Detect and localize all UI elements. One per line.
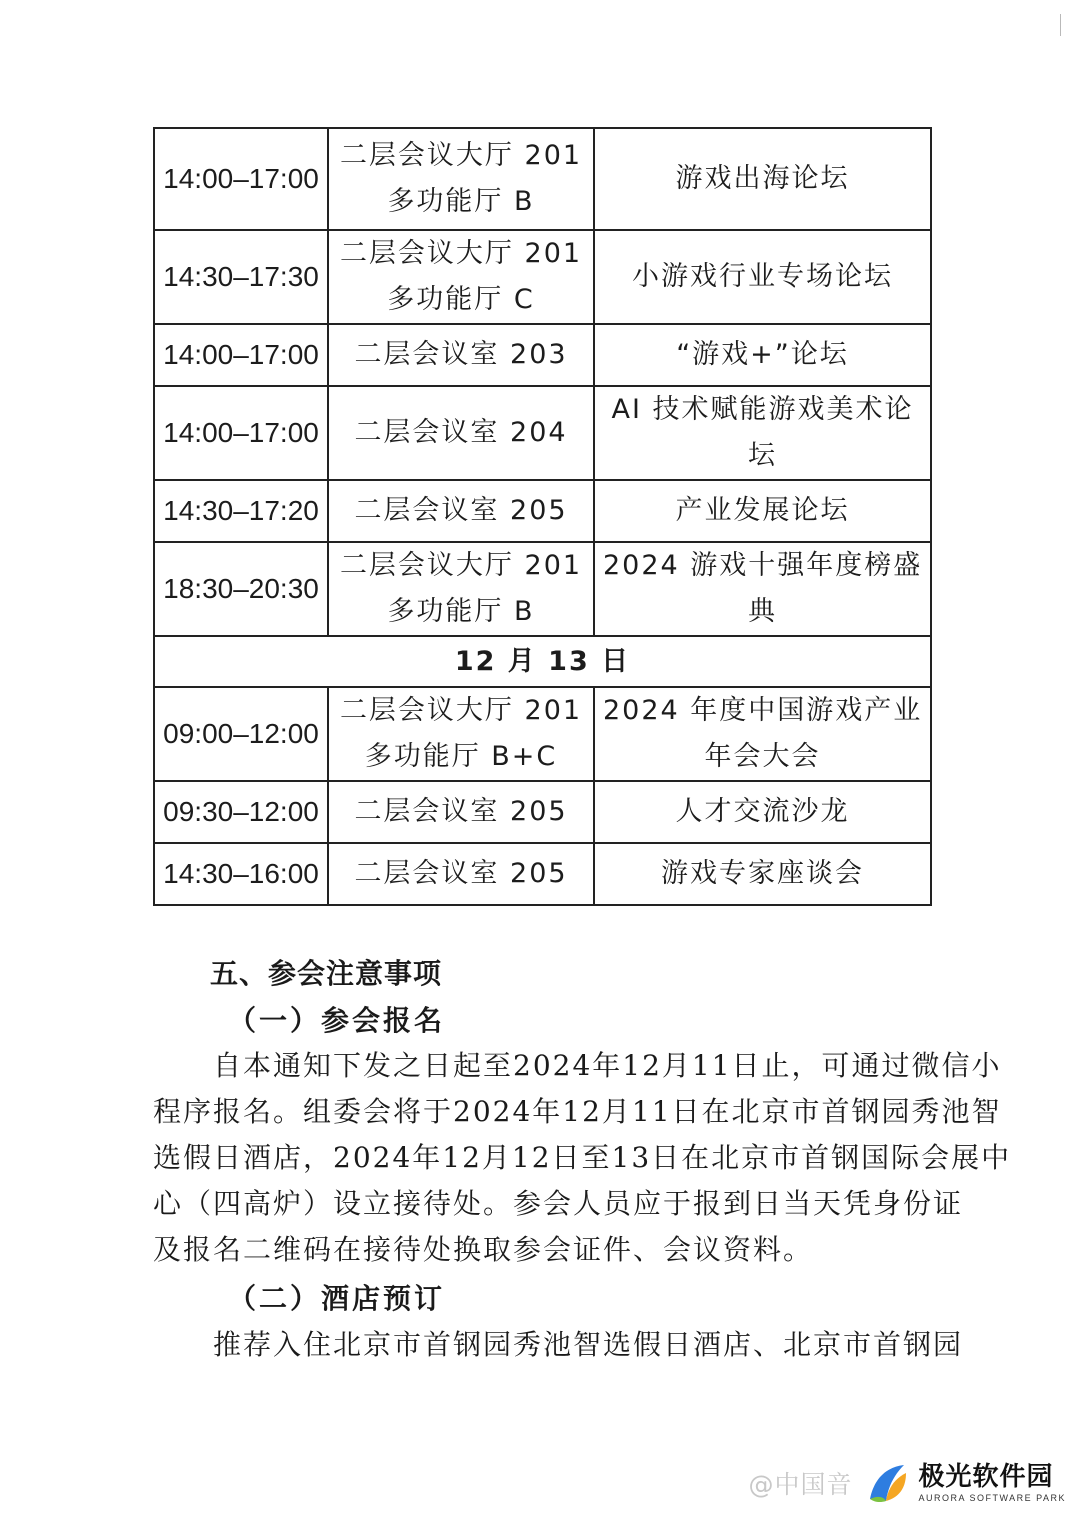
event-line: AI 技术赋能游戏美术论 bbox=[611, 394, 914, 425]
event-cell bbox=[594, 781, 931, 843]
event-line: 2024 年度中国游戏产业 bbox=[603, 695, 923, 726]
event-cell bbox=[594, 480, 931, 542]
time-cell: 14:00–17:00 bbox=[154, 324, 328, 386]
venue-line: 二层会议大厅 201 bbox=[339, 238, 583, 269]
event-cell bbox=[594, 128, 931, 230]
time-cell: 14:30–17:30 bbox=[154, 230, 328, 324]
event-line: 游戏出海论坛 bbox=[675, 163, 850, 194]
venue-cell bbox=[328, 386, 594, 480]
time-cell: 09:00–12:00 bbox=[154, 687, 328, 781]
time-cell: 09:30–12:00 bbox=[154, 781, 328, 843]
event-line: 坛 bbox=[748, 440, 777, 471]
event-cell bbox=[594, 687, 931, 781]
brand-english: AURORA SOFTWARE PARK bbox=[918, 1493, 1066, 1503]
date-row bbox=[154, 636, 931, 687]
event-line: “游戏+”论坛 bbox=[676, 339, 849, 370]
paragraph-line: 选假日酒店，2024年12月12日至13日在北京市首钢国际会展中 bbox=[153, 1141, 1012, 1174]
venue-line: 二层会议室 204 bbox=[354, 417, 568, 448]
time-cell: 14:00–17:00 bbox=[154, 128, 328, 230]
venue-line: 多功能厅 B bbox=[387, 596, 535, 627]
brand-name: 极光软件园 bbox=[918, 1462, 1054, 1492]
venue-cell bbox=[328, 542, 594, 636]
registration-paragraph bbox=[153, 1043, 1012, 1273]
table-row bbox=[154, 230, 931, 324]
table-row bbox=[154, 324, 931, 386]
event-cell bbox=[594, 542, 931, 636]
event-line: 年会大会 bbox=[704, 741, 821, 772]
event-line: 产业发展论坛 bbox=[675, 495, 850, 526]
brand-logo bbox=[860, 1457, 1072, 1509]
venue-cell bbox=[328, 230, 594, 324]
table-row bbox=[154, 781, 931, 843]
venue-cell bbox=[328, 480, 594, 542]
table-row bbox=[154, 386, 931, 480]
venue-line: 二层会议室 205 bbox=[354, 796, 568, 827]
venue-cell bbox=[328, 687, 594, 781]
event-cell bbox=[594, 230, 931, 324]
paragraph-line: 自本通知下发之日起至2024年12月11日止，可通过微信小 bbox=[213, 1049, 1002, 1082]
paragraph-line: 程序报名。组委会将于2024年12月11日在北京市首钢园秀池智 bbox=[153, 1095, 1002, 1128]
venue-line: 二层会议大厅 201 bbox=[339, 550, 583, 581]
venue-line: 二层会议大厅 201 bbox=[339, 140, 583, 171]
table-row bbox=[154, 480, 931, 542]
aurora-logo-icon bbox=[864, 1459, 912, 1507]
time-cell: 14:00–17:00 bbox=[154, 386, 328, 480]
venue-line: 多功能厅 C bbox=[387, 284, 535, 315]
event-line: 小游戏行业专场论坛 bbox=[632, 261, 893, 292]
time-cell: 14:30–16:00 bbox=[154, 843, 328, 905]
venue-line: 二层会议室 205 bbox=[354, 858, 568, 889]
subsection-heading: （二）酒店预订 bbox=[228, 1282, 446, 1315]
hotel-paragraph bbox=[153, 1322, 964, 1368]
venue-cell bbox=[328, 324, 594, 386]
paragraph-line: 心（四高炉）设立接待处。参会人员应于报到日当天凭身份证 bbox=[153, 1187, 964, 1220]
event-cell bbox=[594, 386, 931, 480]
schedule-table bbox=[153, 127, 932, 906]
venue-cell bbox=[328, 781, 594, 843]
venue-cell bbox=[328, 128, 594, 230]
table-row bbox=[154, 542, 931, 636]
table-row bbox=[154, 687, 931, 781]
date-heading: 12 月 13 日 bbox=[154, 636, 931, 687]
page-edge-mark bbox=[1060, 14, 1061, 36]
event-cell bbox=[594, 324, 931, 386]
venue-line: 二层会议室 203 bbox=[354, 339, 568, 370]
paragraph-line: 及报名二维码在接待处换取参会证件、会议资料。 bbox=[153, 1233, 814, 1266]
time-cell: 14:30–17:20 bbox=[154, 480, 328, 542]
event-line: 游戏专家座谈会 bbox=[661, 858, 864, 889]
watermark bbox=[748, 1455, 1072, 1511]
venue-line: 二层会议室 205 bbox=[354, 495, 568, 526]
brand-text bbox=[918, 1462, 1066, 1504]
event-line: 人才交流沙龙 bbox=[675, 796, 850, 827]
weibo-watermark-text: @中国音 bbox=[748, 1470, 853, 1499]
venue-line: 多功能厅 B bbox=[387, 186, 535, 217]
time-cell: 18:30–20:30 bbox=[154, 542, 328, 636]
paragraph-line: 推荐入住北京市首钢园秀池智选假日酒店、北京市首钢园 bbox=[213, 1328, 964, 1361]
subsection-heading: （一）参会报名 bbox=[228, 1004, 446, 1037]
venue-cell bbox=[328, 843, 594, 905]
event-line: 典 bbox=[748, 596, 777, 627]
venue-line: 二层会议大厅 201 bbox=[339, 695, 583, 726]
event-line: 2024 游戏十强年度榜盛 bbox=[603, 550, 923, 581]
venue-line: 多功能厅 B+C bbox=[364, 741, 558, 772]
table-row bbox=[154, 843, 931, 905]
table-row bbox=[154, 128, 931, 230]
event-cell bbox=[594, 843, 931, 905]
section-heading: 五、参会注意事项 bbox=[210, 957, 443, 990]
